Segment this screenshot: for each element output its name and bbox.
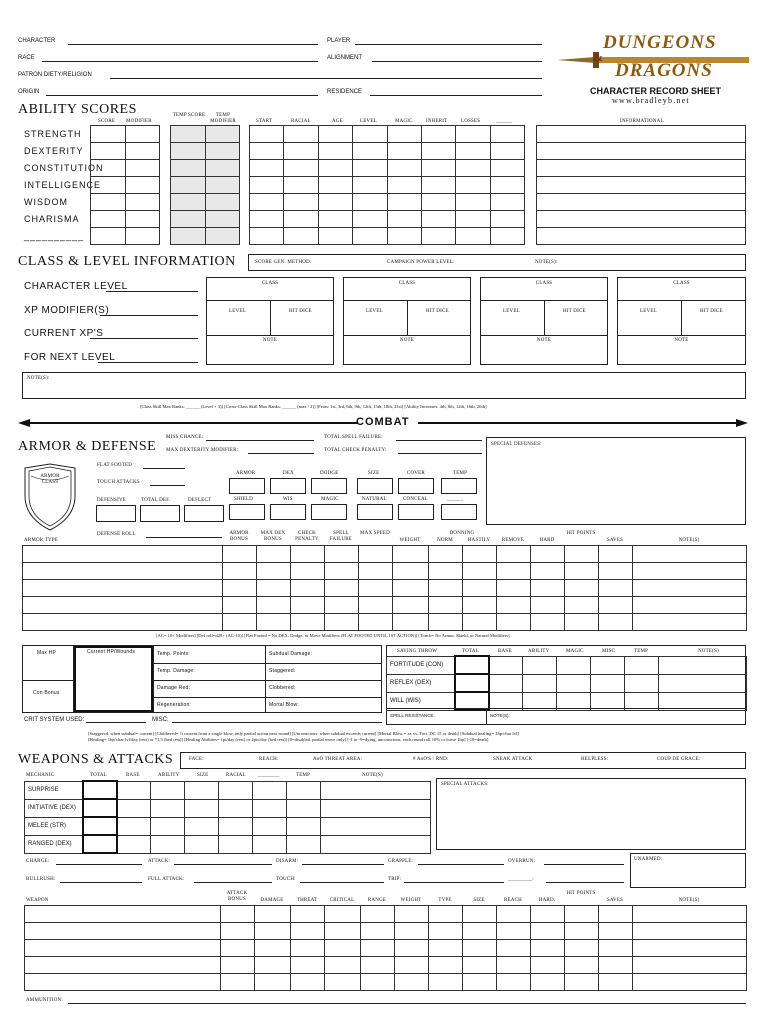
mod-temp-box[interactable] [441, 478, 477, 494]
crit-system-field[interactable] [86, 722, 146, 723]
score-notes-label: NOTE(S): [535, 260, 558, 265]
col-temp-score: TEMP SCORE [172, 113, 206, 118]
mortal-blow-label: Mortal Blow: [269, 702, 299, 708]
defensive-box[interactable] [96, 505, 136, 522]
total-def-label: TOTAL DEF. [141, 498, 171, 503]
mech-col-temp: TEMP [296, 773, 311, 778]
defense-roll-field[interactable] [146, 537, 222, 538]
max-dex-label: MAX DEXTERITY MODIFIER: [166, 448, 239, 453]
field-label-race: RACE [18, 55, 35, 61]
col-inherit: INHERIT [426, 119, 448, 124]
touch-attacks-label: TOUCH ATTACKS [97, 480, 140, 485]
residence-field[interactable] [370, 95, 542, 96]
logo-ampersand: & [593, 50, 603, 64]
deflect-label: DEFLECT [188, 498, 212, 503]
next-level-label: FOR NEXT LEVEL [24, 352, 116, 363]
attack-label: ATTACK: [148, 859, 171, 864]
patron-field[interactable] [110, 78, 542, 79]
misc-field[interactable] [172, 722, 382, 723]
damage-red-label: Damage Red: [157, 685, 191, 691]
mod-size-label: SIZE [368, 471, 380, 476]
weapon-col-type: TYPE [438, 898, 452, 903]
weapon-col-range: RANGE [367, 898, 387, 903]
ability-score-grid[interactable] [90, 125, 160, 245]
misc-chance-label: MISS CHANCE: [166, 435, 204, 440]
mod-natural-box[interactable] [357, 504, 393, 520]
weapon-table[interactable] [24, 905, 747, 991]
mech-initiative: INITIATIVE (DEX) [28, 805, 76, 811]
table-row [23, 597, 747, 614]
mod-shield-box[interactable] [229, 504, 265, 520]
combat-banner: COMBAT [356, 416, 410, 428]
armor-col-weight: WEIGHT [399, 538, 421, 543]
col-blank: ______ [496, 119, 513, 124]
hp-block[interactable] [22, 645, 382, 713]
note-label: NOTE [674, 338, 689, 343]
current-xp-field[interactable] [90, 338, 198, 339]
misc-label: MISC: [152, 717, 169, 723]
hit-dice-label: HIT DICE [426, 309, 449, 314]
flat-footed-field[interactable] [143, 468, 185, 469]
face-label: FACE: [189, 757, 204, 762]
hp-footnote-1: [Staggered: when subdual= current] [Clobbered= ½ current from a single blow, only partial action next round] [Unconscious: when subdual exceeds current] [Mortal Blow = ax vs. Fort, DC 15 or death] [Subdual healing= 1hp/char lvl] [88, 731, 519, 736]
overrun-field[interactable] [544, 864, 624, 865]
mod-wis-label: WIS [283, 497, 293, 502]
logo-dungeons: DUNGEONS [603, 32, 717, 53]
origin-field[interactable] [46, 95, 318, 96]
bullrush-label: BULLRUSH: [26, 877, 56, 882]
disarm-field[interactable] [302, 864, 384, 865]
armor-col-type: ARMOR TYPE [24, 538, 58, 543]
mech-col-size: SIZE [197, 773, 209, 778]
special-attacks-box[interactable] [436, 778, 746, 850]
col-losses: LOSSES [461, 119, 481, 124]
weapon-col-damage: DAMAGE [260, 898, 284, 903]
save-col-temp: TEMP [634, 649, 649, 654]
stat-constitution: CONSTITUTION [24, 163, 104, 173]
aoo-rnd-label: # AoO'S / RND: [413, 757, 449, 762]
mech-col-mechanic: MECHANIC [26, 773, 55, 778]
temp-damage-label: Temp. Damage: [157, 668, 195, 674]
mech-surprise: SURPRISE [28, 787, 59, 793]
full-attack-field[interactable] [194, 882, 272, 883]
crit-system-label: CRIT SYSTEM USED: [24, 717, 85, 723]
unarmed-label: UNARMED: [634, 857, 663, 862]
total-check-penalty-field[interactable] [398, 453, 482, 454]
class-label: CLASS [398, 281, 416, 286]
stat-intelligence: INTELLIGENCE [24, 180, 102, 190]
mod-wis-box[interactable] [270, 504, 306, 520]
mod-dodge-box[interactable] [311, 478, 347, 494]
table-row [23, 580, 747, 597]
total-spell-failure-label: TOTAL SPELL FAILURE: [324, 435, 383, 440]
helpless-label: HELPLESS: [581, 757, 609, 762]
col-modifier: MODIFIER [126, 119, 152, 124]
spell-resistance-label: SPELL RESISTANCE: [390, 713, 435, 718]
mod-cover-label: COVER [407, 471, 425, 476]
mod-natural-label: NATURAL [362, 497, 387, 502]
weapon-col-critical: CRITICAL [329, 898, 355, 903]
max-dex-field[interactable] [248, 453, 314, 454]
table-row [25, 974, 747, 991]
full-attack-label: FULL ATTACK: [148, 877, 185, 882]
table-row [25, 940, 747, 957]
stat-blank: __________ [24, 231, 85, 241]
current-hp-label: Current HP/Wounds [87, 649, 136, 655]
misc-chance-field[interactable] [206, 440, 314, 441]
table-row [25, 906, 747, 923]
disarm-label: DISARM: [276, 859, 299, 864]
touch-attacks-field[interactable] [150, 485, 185, 486]
reach-label: REACH: [259, 757, 279, 762]
coup-de-grace-label: COUP DE GRACE: [657, 757, 701, 762]
mechanic-table[interactable] [24, 780, 431, 854]
armor-class-label: ARMOR CLASS [40, 474, 60, 485]
armor-col-hard: HARD [539, 538, 555, 543]
col-start: START [256, 119, 273, 124]
mech-melee: MELEE (STR) [28, 823, 67, 829]
save-col-ability: ABILITY [528, 649, 550, 654]
logo [555, 30, 755, 90]
class-notes-label: NOTE(S): [27, 376, 50, 381]
armor-col-bonus: ARMOR BONUS [229, 531, 249, 542]
class-label: CLASS [535, 281, 553, 286]
saves-notes-label: NOTE(S): [490, 713, 510, 718]
mech-col-base: BASE [126, 773, 140, 778]
armor-col-donning: DONNING [449, 531, 475, 536]
special-defenses-box[interactable] [486, 437, 746, 525]
touch-label: TOUCH: [276, 877, 296, 882]
field-label-alignment: ALIGNMENT [327, 55, 363, 61]
table-row [23, 614, 747, 631]
weapon-col-saves: SAVES [606, 898, 624, 903]
mech-col-total: TOTAL [90, 773, 107, 778]
trip-label: TRIP: [388, 877, 402, 882]
class-box-4[interactable] [617, 277, 746, 365]
table-row [23, 563, 747, 580]
armor-col-norm: NORM [437, 538, 453, 543]
weapon-col-notes: NOTE(S) [678, 898, 700, 903]
total-spell-failure-field[interactable] [396, 440, 482, 441]
ability-scores-title: ABILITY SCORES [18, 102, 137, 117]
charge-field[interactable] [56, 864, 142, 865]
weapon-col-weapon: WEAPON [26, 898, 49, 903]
xp-modifier-label: XP MODIFIER(S) [24, 305, 110, 316]
field-label-player: PLAYER [327, 38, 351, 44]
note-label: NOTE [262, 338, 278, 343]
stat-strength: STRENGTH [24, 129, 82, 139]
logo-dragons: DRAGONS [615, 60, 713, 81]
mod-temp-label: TEMP [453, 471, 468, 476]
next-level-field[interactable] [98, 362, 198, 363]
ammunition-field[interactable] [68, 1003, 746, 1004]
note-label: NOTE [399, 338, 415, 343]
armor-col-maxspeed: MAX SPEED [360, 531, 390, 536]
armor-table[interactable] [22, 545, 747, 631]
field-label-character: CHARACTER [18, 38, 56, 44]
custom-maneuver-label: _________: [508, 877, 534, 882]
sheet-title: CHARACTER RECORD SHEET [590, 86, 722, 96]
mod-magic-label: MAGIC [321, 497, 339, 502]
saves-table[interactable] [386, 655, 747, 711]
class-footnote: [Class Skill Max Ranks: ______ (Level + 3)] [Cross-Class Skill Max Ranks: ______ (max / 2)] [Feats: 1st, 3rd, 6th, 9th, 12th, 15th, 18th, 21st] [Ability Increases: 4th, 8th, 12th, 16th, 20th] [140, 404, 487, 409]
clobbered-label: Clobbered: [269, 685, 296, 691]
armor-col-check: CHECK PENALTY [295, 531, 319, 542]
alignment-field[interactable] [372, 61, 542, 62]
save-will: WILL (WIS) [390, 698, 421, 704]
mod-dex-label: DEX [283, 471, 294, 476]
max-hp-label: Max HP [37, 650, 56, 656]
armor-col-hp: HIT POINTS [566, 531, 596, 536]
website: www.bradleyb.net [612, 96, 690, 105]
armor-defense-title: ARMOR & DEFENSE [18, 439, 157, 454]
con-bonus-label: Con Bonus [33, 690, 60, 696]
aoo-threat-label: AoO THREAT AREA: [313, 757, 363, 762]
player-field[interactable] [355, 44, 542, 45]
col-magic: MAGIC [395, 119, 413, 124]
save-fortitude: FORTITUDE (CON) [390, 662, 444, 668]
touch-field[interactable] [300, 882, 384, 883]
mod-conceal-label: CONCEAL [403, 497, 429, 502]
armor-footnote: [AC= 10+ Modifiers] [Def roll=d20+ (AC-10)] [Flat Footed = No DEX, Dodge, or Move Modifiers (FLAT FOOTED UNTIL 1ST ACTION)] [Touch= No Armor, Shield, or Natural Modifiers] [156, 633, 510, 638]
class-level-title: CLASS & LEVEL INFORMATION [18, 254, 236, 269]
subdual-label: Subdual Damage: [269, 651, 313, 657]
save-col-total: TOTAL [462, 649, 479, 654]
hit-dice-label: HIT DICE [289, 309, 312, 314]
attack-field[interactable] [174, 864, 272, 865]
mod-cover-box[interactable] [398, 478, 434, 494]
weapon-col-hard: HARD. [538, 898, 556, 903]
temp-points-label: Temp. Points: [157, 651, 190, 657]
weapon-col-hp: HIT POINTS [566, 891, 596, 896]
staggered-label: Staggered: [269, 668, 296, 674]
col-racial: RACIAL [291, 119, 311, 124]
armor-col-notes: NOTE(S) [678, 538, 700, 543]
ability-informational-grid[interactable] [536, 125, 746, 245]
level-label: LEVEL [640, 309, 657, 314]
stat-charisma: CHARISMA [24, 214, 80, 224]
field-label-residence: RESIDENCE [327, 89, 363, 95]
overrun-label: OVERRUN: [508, 859, 536, 864]
table-row [23, 546, 747, 563]
note-label: NOTE [536, 338, 552, 343]
current-xp-label: CURRENT XP'S [24, 328, 104, 339]
shield-icon [22, 462, 78, 532]
table-row [25, 923, 747, 940]
weapon-col-threat: THREAT [296, 898, 318, 903]
weapons-info-box[interactable] [180, 752, 746, 769]
grapple-label: GRAPPLE: [388, 859, 414, 864]
ability-temp-grid[interactable] [170, 125, 240, 245]
col-temp-modifier: TEMP MODIFIER [210, 113, 236, 124]
class-label: CLASS [673, 281, 690, 286]
total-def-box[interactable] [140, 505, 180, 522]
mod-armor-label: ARMOR [236, 471, 256, 476]
save-col-magic: MAGIC [566, 649, 584, 654]
col-informational: INFORMATIONAL [620, 119, 664, 124]
xp-modifier-field[interactable] [100, 315, 198, 316]
save-reflex: REFLEX (DEX) [390, 680, 432, 686]
ability-breakdown-grid[interactable] [249, 125, 525, 245]
mod-magic-box[interactable] [311, 504, 347, 520]
deflect-box[interactable] [184, 505, 224, 522]
hit-dice-label: HIT DICE [563, 309, 586, 314]
current-hp-box[interactable] [74, 646, 153, 712]
defensive-label: DEFENSIVE [97, 498, 127, 503]
save-col-misc: MISC [602, 649, 616, 654]
class-label: CLASS [261, 281, 279, 286]
class-box-2[interactable] [343, 277, 471, 365]
mech-ranged: RANGED (DEX) [28, 841, 72, 847]
level-label: LEVEL [366, 309, 383, 314]
weapon-col-reach: REACH [504, 898, 522, 903]
special-defenses-label: SPECIAL DEFENSES: [491, 442, 542, 447]
weapon-col-size: SIZE [473, 898, 485, 903]
level-label: LEVEL [503, 309, 520, 314]
field-label-origin: ORIGIN [18, 89, 40, 95]
hit-dice-label: HIT DICE [700, 309, 723, 314]
armor-col-remove: REMOVE [501, 538, 525, 543]
save-col-base: BASE [498, 649, 512, 654]
character-level-label: CHARACTER LEVEL [24, 281, 128, 292]
col-age: AGE [332, 119, 343, 124]
col-score: SCORE [98, 119, 116, 124]
weapon-col-attack: ATTACK BONUS [226, 891, 248, 902]
col-level: LEVEL [360, 119, 377, 124]
bullrush-field[interactable] [60, 882, 142, 883]
stat-wisdom: WISDOM [24, 197, 68, 207]
weapons-attacks-title: WEAPONS & ATTACKS [18, 752, 174, 767]
defense-roll-label: DEFENSE ROLL [97, 532, 136, 537]
mod-dex-box[interactable] [270, 478, 306, 494]
mod-size-box[interactable] [357, 478, 393, 494]
armor-col-hastily: HASTILY [467, 538, 491, 543]
save-col-throw: SAVING THROW [397, 649, 438, 654]
character-field[interactable] [68, 44, 318, 45]
class-notes-box[interactable] [22, 372, 746, 399]
regeneration-label: Regeneration: [157, 702, 192, 708]
mod-conceal-box[interactable] [398, 504, 434, 520]
grapple-field[interactable] [418, 864, 504, 865]
stat-dexterity: DEXTERITY [24, 146, 84, 156]
mod-armor-box[interactable] [229, 478, 265, 494]
special-attacks-label: SPECIAL ATTACKS: [441, 782, 489, 787]
score-gen-box[interactable] [248, 254, 746, 271]
unarmed-box[interactable] [630, 853, 746, 888]
race-field[interactable] [42, 61, 318, 62]
charge-label: CHARGE: [26, 859, 50, 864]
mech-col-racial: RACIAL [226, 773, 246, 778]
weapon-col-weight: WEIGHT [400, 898, 422, 903]
mod-blank-label: ______ [447, 497, 464, 502]
mech-col-ability: ABILITY [158, 773, 180, 778]
mech-col-blank: ________ [258, 773, 280, 778]
character-level-field[interactable] [106, 291, 198, 292]
flat-footed-label: FLAT FOOTED [97, 463, 133, 468]
armor-col-maxdex: MAX DEX BONUS [260, 531, 286, 542]
armor-col-saves: SAVES [606, 538, 624, 543]
save-col-notes: NOTE(S) [698, 649, 719, 654]
hp-footnote-2: [Healing= 1hp/char lvl/day (rest) or *1.5 (bed rest)] [Healing Abilities= 1pt/day (rest) or 2pts/day (bed rest)] [0=disabled, partial move only] [-1 to -9=dying, unconscious, each round roll 10% or loose 1hp] [-10=death] [88, 737, 489, 742]
level-label: LEVEL [229, 309, 246, 314]
mech-col-notes: NOTE(S) [362, 773, 383, 778]
mod-dodge-label: DODGE [320, 471, 339, 476]
ammunition-label: AMMUNITION: [26, 998, 63, 1003]
score-gen-label: SCORE GEN. METHOD: [255, 260, 312, 265]
custom-maneuver-field[interactable] [546, 882, 624, 883]
total-check-penalty-label: TOTAL CHECK PENALTY: [324, 448, 387, 453]
field-label-patron: PATRON DIETY/RELIGION [18, 72, 92, 78]
sneak-attack-label: SNEAK ATTACK [493, 757, 533, 762]
class-box-1[interactable] [206, 277, 334, 365]
mod-blank-box[interactable] [441, 504, 477, 520]
class-box-3[interactable] [480, 277, 608, 365]
campaign-power-label: CAMPAIGN POWER LEVEL: [387, 260, 455, 265]
mod-shield-label: SHIELD [234, 497, 253, 502]
table-row [25, 957, 747, 974]
armor-col-spell: SPELL FAILURE [329, 531, 353, 542]
trip-field[interactable] [404, 882, 504, 883]
